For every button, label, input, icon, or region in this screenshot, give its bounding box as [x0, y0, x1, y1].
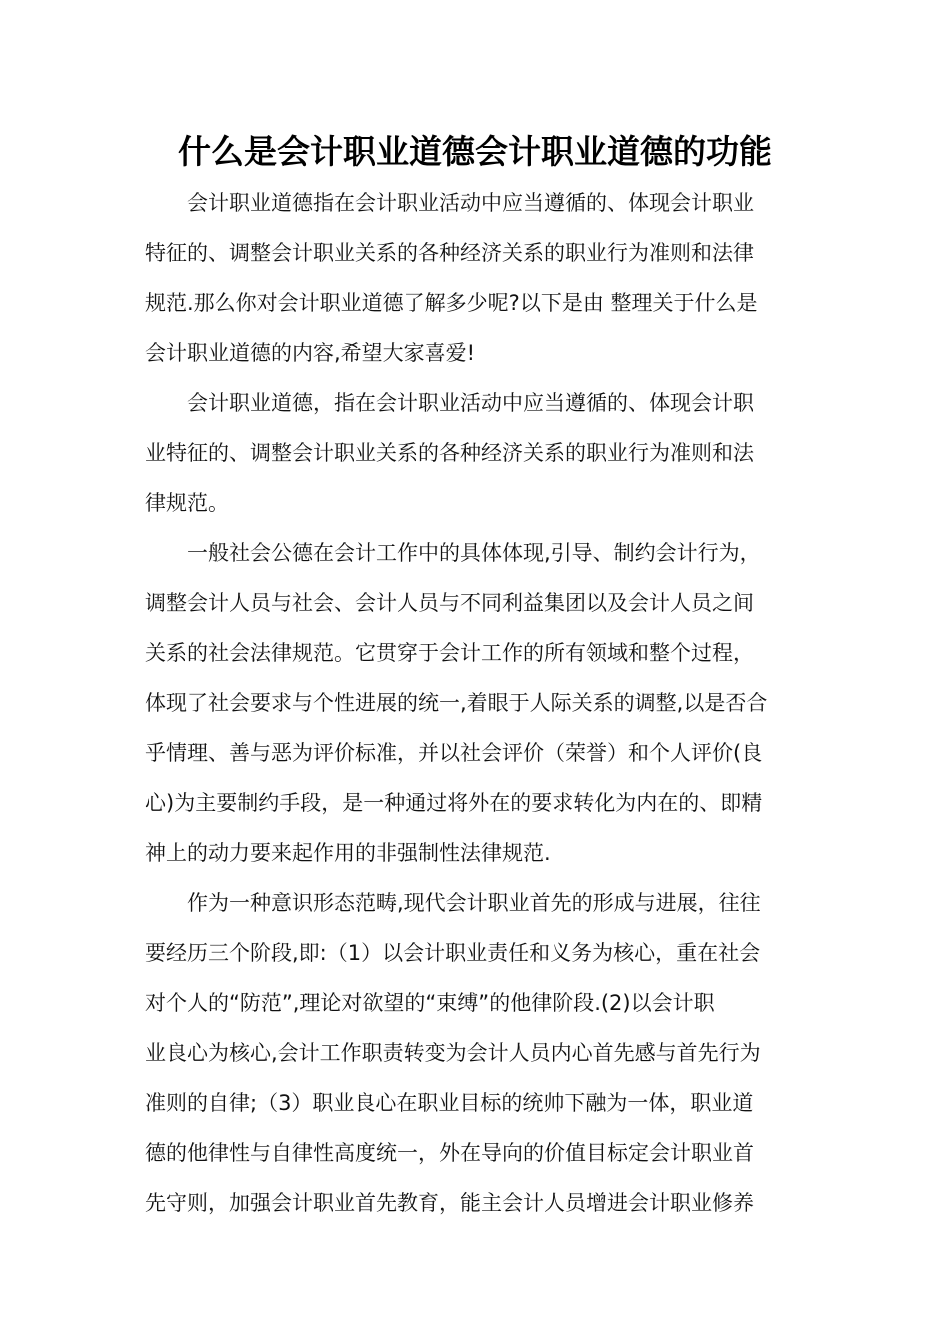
text-line: 规范.那么你对会计职业道德了解多少呢?以下是由 整理关于什么是	[145, 291, 758, 315]
text-line: 体现了社会要求与个性进展的统一,着眼于人际关系的调整,以是否合	[145, 691, 768, 715]
text-line: 会计职业道德，指在会计职业活动中应当遵循的、体现会计职	[187, 391, 754, 415]
paragraph-3	[145, 528, 809, 878]
text-line: 对个人的“防范”,理论对欲望的“束缚”的他律阶段.(2)以会计职	[145, 991, 715, 1015]
paragraph-1	[145, 178, 809, 378]
text-line: 特征的、调整会计职业关系的各种经济关系的职业行为准则和法律	[145, 241, 754, 265]
document-body	[145, 178, 809, 1228]
text-line: 会计职业道德的内容,希望大家喜爱!	[145, 341, 476, 365]
text-line: 一般社会公德在会计工作中的具体体现,引导、制约会计行为，	[187, 541, 761, 565]
text-line: 乎情理、善与恶为评价标准，并以社会评价（荣誉）和个人评价(良	[145, 741, 763, 765]
paragraph-2	[145, 378, 809, 528]
page-title: 什么是会计职业道德会计职业道德的功能	[178, 132, 772, 171]
text-line: 准则的自律;（3）职业良心在职业目标的统帅下融为一体，职业道	[145, 1091, 754, 1115]
text-line: 德的他律性与自律性高度统一，外在导向的价值目标定会计职业首	[145, 1141, 754, 1165]
text-line: 调整会计人员与社会、会计人员与不同利益集团以及会计人员之间	[145, 591, 754, 615]
paragraph-4	[145, 878, 809, 1228]
text-line: 关系的社会法律规范。它贯穿于会计工作的所有领域和整个过程，	[145, 641, 754, 665]
text-line: 神上的动力要来起作用的非强制性法律规范.	[145, 841, 551, 865]
text-line: 心)为主要制约手段，是一种通过将外在的要求转化为内在的、即精	[145, 791, 763, 815]
text-line: 会计职业道德指在会计职业活动中应当遵循的、体现会计职业	[187, 191, 754, 215]
text-line: 作为一种意识形态范畴,现代会计职业首先的形成与进展，往往	[187, 891, 761, 915]
text-line: 律规范。	[145, 491, 229, 515]
text-line: 先守则，加强会计职业首先教育，能主会计人员增进会计职业修养	[145, 1191, 754, 1215]
text-line: 要经历三个阶段,即:（1）以会计职业责任和义务为核心，重在社会	[145, 941, 761, 965]
text-line: 业良心为核心,会计工作职责转变为会计人员内心首先感与首先行为	[145, 1041, 761, 1065]
text-line: 业特征的、调整会计职业关系的各种经济关系的职业行为准则和法	[145, 441, 754, 465]
